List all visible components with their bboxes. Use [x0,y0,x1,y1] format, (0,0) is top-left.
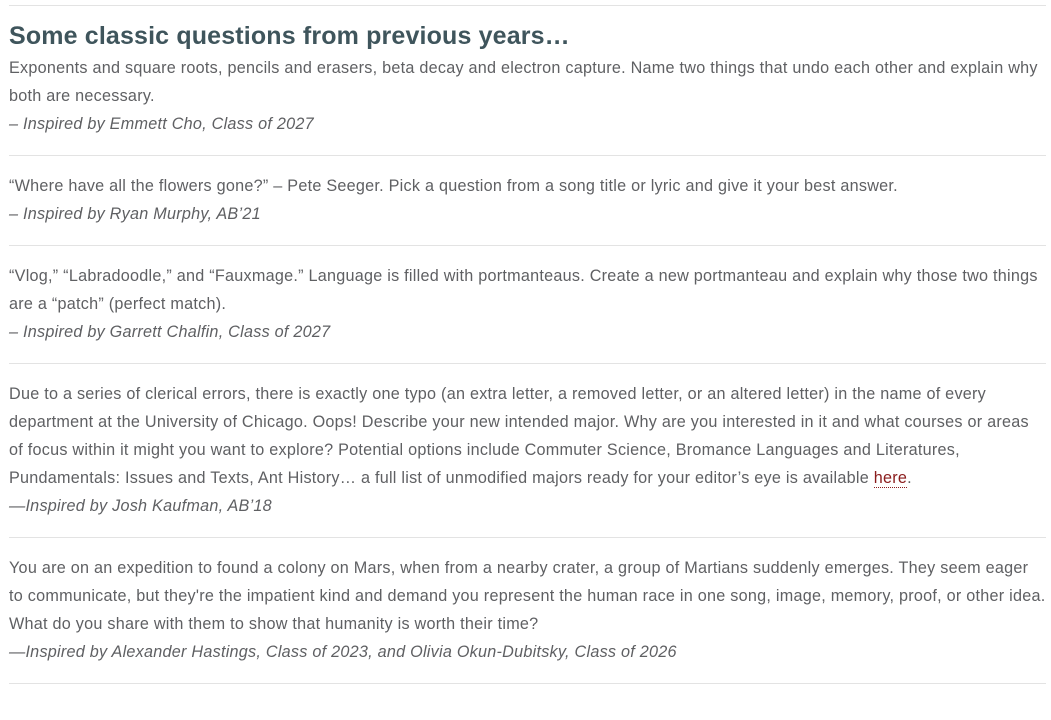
question-credit: —Inspired by Alexander Hastings, Class of 2023, and Olivia Okun-Dubitsky, Class of 2026 [9,643,677,661]
question-credit: —Inspired by Josh Kaufman, AB’18 [9,497,272,515]
question-item-2 [9,156,1046,246]
section-heading: Some classic questions from previous years… [9,22,570,50]
majors-list-link[interactable]: here [873,469,908,487]
question-text: Exponents and square roots, pencils and erasers, beta decay and electron capture. Name two things that undo each other and explain why both are necessary. [9,59,1038,105]
question-text-after-link: . [907,469,912,487]
question-credit: – Inspired by Emmett Cho, Class of 2027 [9,115,314,133]
question-credit: – Inspired by Ryan Murphy, AB’21 [9,205,261,223]
question-item-3 [9,246,1046,364]
question-text [9,380,1046,492]
question-item-5 [9,538,1046,684]
question-text: “Vlog,” “Labradoodle,” and “Fauxmage.” Language is filled with portmanteaus. Create a new portmanteau and explain why those two things are a “patch” (perfect match). [9,267,1038,313]
question-item-4 [9,364,1046,538]
question-text: You are on an expedition to found a colony on Mars, when from a nearby crater, a group of Martians suddenly emerges. They seem eager to communicate, but they're the impatient kind and demand you represent the human race in one song, image, memory, proof, or other idea. What do you share with them to show that humanity is worth their time? [9,559,1046,633]
question-text-before-link: Due to a series of clerical errors, there is exactly one typo (an extra letter, a removed letter, or an altered letter) in the name of every department at the University of Chicago. Oops! Describe your new intended major. Why are you interested in it and what courses or areas of focus within it might you want to explore? Potential options include Commuter Science, Bromance Languages and Literatures, Pundamentals: Issues and Texts, Ant History… a full list of unmodified majors ready for your editor’s eye is available [9,385,1029,487]
essay-prompts-section [9,5,1046,684]
top-divider [9,5,1046,6]
question-text: “Where have all the flowers gone?” – Pete Seeger. Pick a question from a song title or lyric and give it your best answer. [9,177,898,195]
question-credit: – Inspired by Garrett Chalfin, Class of 2027 [9,323,331,341]
question-item-1 [9,52,1046,156]
